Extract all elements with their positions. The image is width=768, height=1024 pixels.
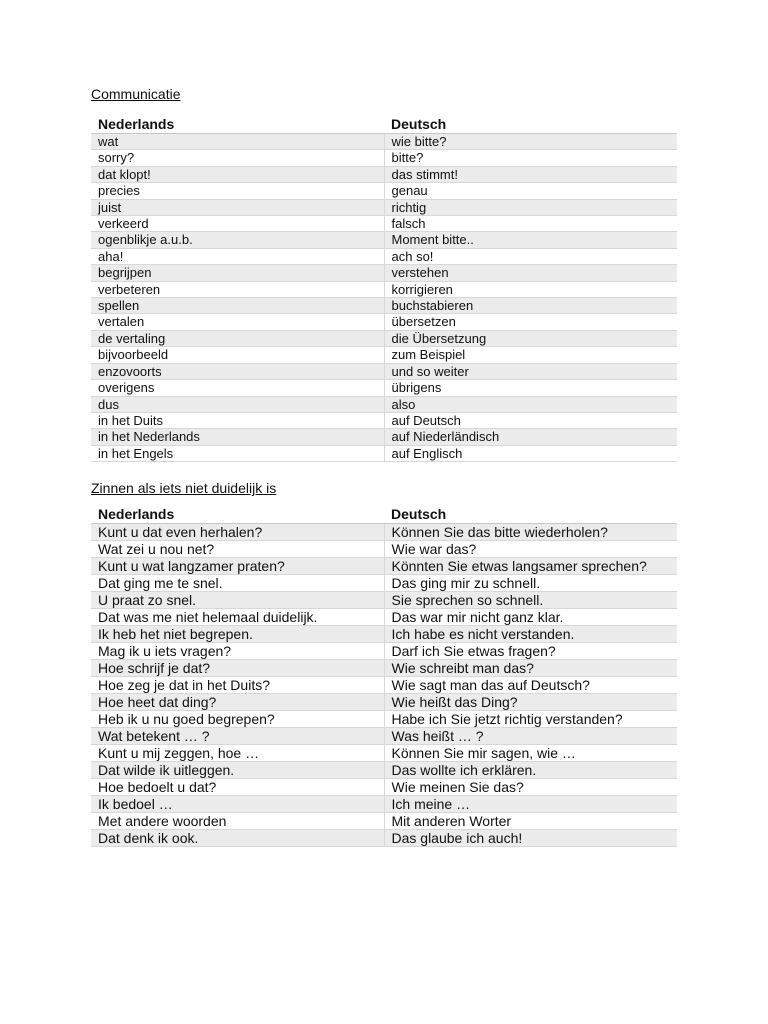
- table-row: [91, 779, 677, 796]
- table-row: [91, 199, 677, 215]
- table-row: [91, 445, 677, 461]
- table-row: [91, 412, 677, 428]
- table-row: [91, 694, 677, 711]
- table-row: [91, 762, 677, 779]
- nederlands-cell: Kunt u mij zeggen, hoe …: [91, 745, 384, 762]
- table-header-row: [91, 506, 677, 524]
- table-row: [91, 330, 677, 346]
- deutsch-cell: auf Deutsch: [384, 412, 677, 428]
- column-header-nederlands: Nederlands: [91, 116, 384, 134]
- table-row: [91, 134, 677, 150]
- table-row: [91, 575, 677, 592]
- table-row: [91, 166, 677, 182]
- section-title-zinnen: Zinnen als iets niet duidelijk is: [91, 480, 277, 496]
- deutsch-cell: Können Sie das bitte wiederholen?: [384, 524, 677, 541]
- table-row: [91, 728, 677, 745]
- deutsch-cell: also: [384, 396, 677, 412]
- table-row: [91, 248, 677, 264]
- nederlands-cell: vertalen: [91, 314, 384, 330]
- nederlands-cell: bijvoorbeeld: [91, 347, 384, 363]
- nederlands-cell: de vertaling: [91, 330, 384, 346]
- deutsch-cell: falsch: [384, 216, 677, 232]
- nederlands-cell: U praat zo snel.: [91, 592, 384, 609]
- nederlands-cell: dus: [91, 396, 384, 412]
- nederlands-cell: Wat zei u nou net?: [91, 541, 384, 558]
- deutsch-cell: ach so!: [384, 248, 677, 264]
- nederlands-cell: overigens: [91, 380, 384, 396]
- deutsch-cell: und so weiter: [384, 363, 677, 379]
- nederlands-cell: Ik bedoel …: [91, 796, 384, 813]
- table-row: [91, 541, 677, 558]
- nederlands-cell: Mag ik u iets vragen?: [91, 643, 384, 660]
- deutsch-cell: Mit anderen Worter: [384, 813, 677, 830]
- deutsch-cell: Das wollte ich erklären.: [384, 762, 677, 779]
- nederlands-cell: begrijpen: [91, 265, 384, 281]
- table-row: [91, 265, 677, 281]
- nederlands-cell: enzovoorts: [91, 363, 384, 379]
- deutsch-cell: bitte?: [384, 150, 677, 166]
- phrases-table-zinnen: [91, 506, 677, 847]
- table-row: [91, 150, 677, 166]
- column-header-deutsch: Deutsch: [384, 116, 677, 134]
- nederlands-cell: ogenblikje a.u.b.: [91, 232, 384, 248]
- nederlands-cell: Hoe bedoelt u dat?: [91, 779, 384, 796]
- vocabulary-table-communicatie: [91, 116, 677, 462]
- deutsch-cell: wie bitte?: [384, 134, 677, 150]
- deutsch-cell: Ich habe es nicht verstanden.: [384, 626, 677, 643]
- nederlands-cell: Kunt u dat even herhalen?: [91, 524, 384, 541]
- table-row: [91, 609, 677, 626]
- table-row: [91, 363, 677, 379]
- nederlands-cell: in het Duits: [91, 412, 384, 428]
- nederlands-cell: Dat ging me te snel.: [91, 575, 384, 592]
- deutsch-cell: Das ging mir zu schnell.: [384, 575, 677, 592]
- table-row: [91, 796, 677, 813]
- nederlands-cell: Dat was me niet helemaal duidelijk.: [91, 609, 384, 626]
- deutsch-cell: buchstabieren: [384, 298, 677, 314]
- deutsch-cell: Wie sagt man das auf Deutsch?: [384, 677, 677, 694]
- nederlands-cell: wat: [91, 134, 384, 150]
- deutsch-cell: übrigens: [384, 380, 677, 396]
- deutsch-cell: Was heißt … ?: [384, 728, 677, 745]
- deutsch-cell: Darf ich Sie etwas fragen?: [384, 643, 677, 660]
- nederlands-cell: sorry?: [91, 150, 384, 166]
- table-row: [91, 396, 677, 412]
- table-row: [91, 711, 677, 728]
- deutsch-cell: Wie heißt das Ding?: [384, 694, 677, 711]
- table-header-row: [91, 116, 677, 134]
- nederlands-cell: juist: [91, 199, 384, 215]
- nederlands-cell: verkeerd: [91, 216, 384, 232]
- table-row: [91, 232, 677, 248]
- table-row: [91, 813, 677, 830]
- table-row: [91, 558, 677, 575]
- table-row: [91, 314, 677, 330]
- nederlands-cell: Hoe schrijf je dat?: [91, 660, 384, 677]
- table-row: [91, 524, 677, 541]
- nederlands-cell: Hoe heet dat ding?: [91, 694, 384, 711]
- table-row: [91, 298, 677, 314]
- table-row: [91, 677, 677, 694]
- deutsch-cell: übersetzen: [384, 314, 677, 330]
- table-row: [91, 347, 677, 363]
- nederlands-cell: in het Nederlands: [91, 429, 384, 445]
- nederlands-cell: dat klopt!: [91, 166, 384, 182]
- table-row: [91, 380, 677, 396]
- nederlands-cell: Dat denk ik ook.: [91, 830, 384, 847]
- column-header-nederlands: Nederlands: [91, 506, 384, 524]
- deutsch-cell: Das war mir nicht ganz klar.: [384, 609, 677, 626]
- deutsch-cell: Sie sprechen so schnell.: [384, 592, 677, 609]
- deutsch-cell: auf Englisch: [384, 445, 677, 461]
- nederlands-cell: spellen: [91, 298, 384, 314]
- deutsch-cell: Wie meinen Sie das?: [384, 779, 677, 796]
- deutsch-cell: genau: [384, 183, 677, 199]
- nederlands-cell: Ik heb het niet begrepen.: [91, 626, 384, 643]
- nederlands-cell: Hoe zeg je dat in het Duits?: [91, 677, 384, 694]
- table-row: [91, 216, 677, 232]
- table-row: [91, 626, 677, 643]
- deutsch-cell: richtig: [384, 199, 677, 215]
- table-row: [91, 830, 677, 847]
- deutsch-cell: Können Sie mir sagen, wie …: [384, 745, 677, 762]
- nederlands-cell: precies: [91, 183, 384, 199]
- nederlands-cell: Met andere woorden: [91, 813, 384, 830]
- deutsch-cell: die Übersetzung: [384, 330, 677, 346]
- deutsch-cell: zum Beispiel: [384, 347, 677, 363]
- column-header-deutsch: Deutsch: [384, 506, 677, 524]
- nederlands-cell: Kunt u wat langzamer praten?: [91, 558, 384, 575]
- deutsch-cell: Habe ich Sie jetzt richtig verstanden?: [384, 711, 677, 728]
- table-row: [91, 183, 677, 199]
- table-row: [91, 643, 677, 660]
- deutsch-cell: das stimmt!: [384, 166, 677, 182]
- table-row: [91, 429, 677, 445]
- table-row: [91, 281, 677, 297]
- deutsch-cell: Das glaube ich auch!: [384, 830, 677, 847]
- nederlands-cell: Dat wilde ik uitleggen.: [91, 762, 384, 779]
- section-title-communicatie: Communicatie: [91, 86, 181, 102]
- deutsch-cell: korrigieren: [384, 281, 677, 297]
- table-row: [91, 592, 677, 609]
- table-body: [91, 524, 677, 847]
- deutsch-cell: Ich meine …: [384, 796, 677, 813]
- deutsch-cell: Könnten Sie etwas langsamer sprechen?: [384, 558, 677, 575]
- table-body: [91, 134, 677, 462]
- table-row: [91, 660, 677, 677]
- nederlands-cell: Wat betekent … ?: [91, 728, 384, 745]
- nederlands-cell: in het Engels: [91, 445, 384, 461]
- deutsch-cell: verstehen: [384, 265, 677, 281]
- nederlands-cell: aha!: [91, 248, 384, 264]
- nederlands-cell: verbeteren: [91, 281, 384, 297]
- deutsch-cell: Wie schreibt man das?: [384, 660, 677, 677]
- table-row: [91, 745, 677, 762]
- nederlands-cell: Heb ik u nu goed begrepen?: [91, 711, 384, 728]
- deutsch-cell: Wie war das?: [384, 541, 677, 558]
- deutsch-cell: Moment bitte..: [384, 232, 677, 248]
- deutsch-cell: auf Niederländisch: [384, 429, 677, 445]
